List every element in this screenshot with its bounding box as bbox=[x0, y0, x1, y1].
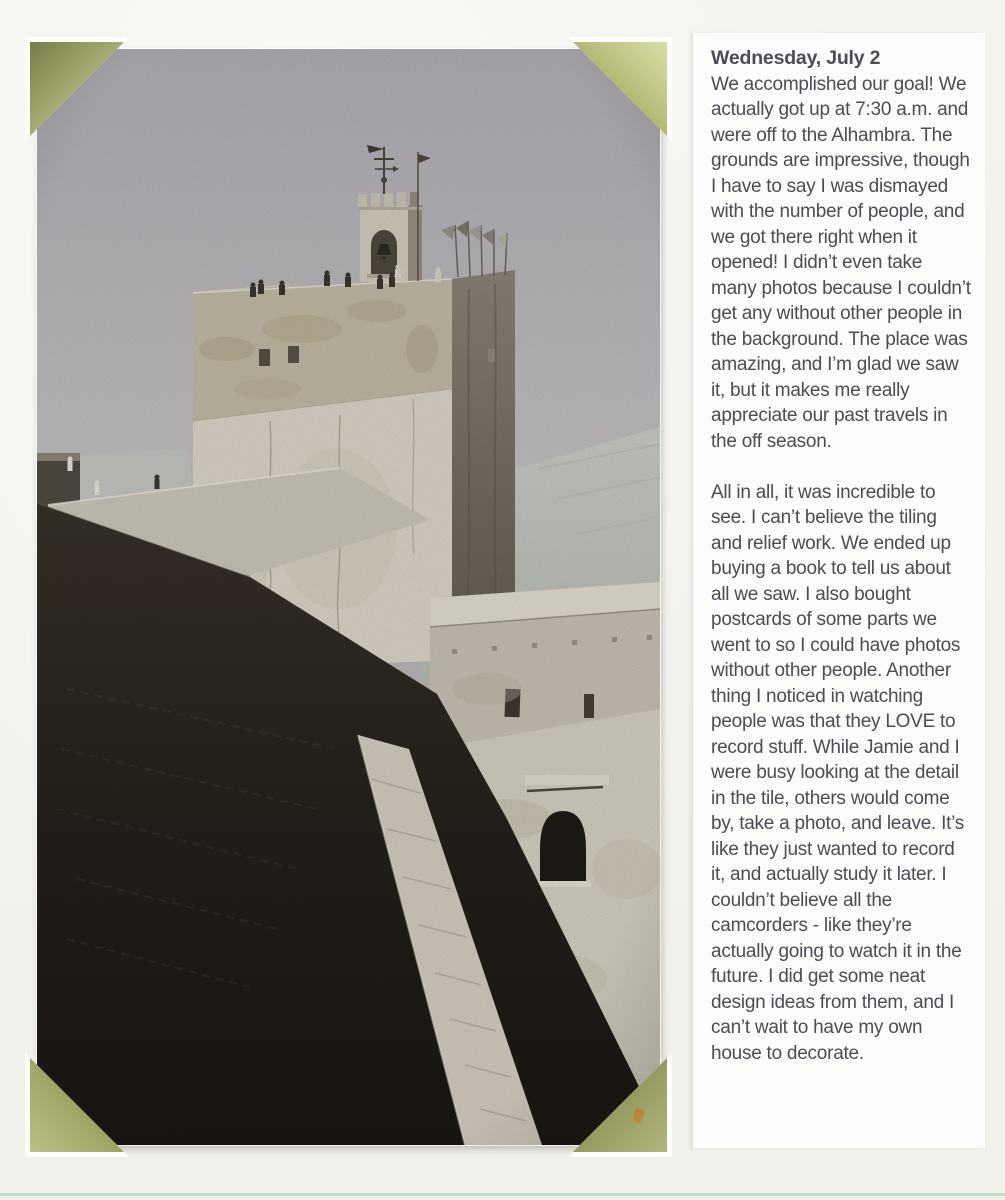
corner-face bbox=[573, 42, 667, 136]
photo-corner-bottom-right bbox=[573, 1058, 667, 1152]
photo-print bbox=[37, 49, 660, 1145]
corner-face bbox=[30, 42, 124, 136]
page-edge-line bbox=[0, 1193, 1005, 1196]
journal-entry bbox=[692, 33, 985, 1148]
corner-face bbox=[30, 1058, 124, 1152]
corner-face bbox=[573, 1058, 667, 1152]
alhambra-photo bbox=[37, 49, 660, 1145]
journal-paragraph: All in all, it was incredible to see. I can’t believe the tiling and relief work. We ended up buying a book to tell us about all we saw. I also bought postcards of some parts we went to so I could have photos without other people. Another thing I noticed in watching people was that they LOVE to record stuff. While Jamie and I were busy looking at the detail in the tile, others would come by, take a photo, and leave. It’s like they just wanted to record it, and actually study it later. I couldn’t believe all the camcorders - like they’re actually going to watch it in the future. I did get some neat design ideas from them, and I can’t wait to have my own house to decorate. bbox=[711, 481, 964, 1064]
journal-paragraph: We accomplished our goal! We actually got up at 7:30 a.m. and were off to the Alhambra. The grounds are impressive, though I have to say I was dismayed with the number of people, and we got there right when it opened! I didn’t even take many photos because I couldn’t get any without other people in the background. The place was amazing, and I’m glad we saw it, but it makes me really appreciate our past travels in the off season. bbox=[711, 73, 971, 452]
mounted-photo bbox=[37, 49, 660, 1145]
photo-corner-top-right bbox=[573, 42, 667, 136]
journal-date-title: Wednesday, July 2 bbox=[711, 47, 881, 69]
photo-corner-top-left bbox=[30, 42, 124, 136]
photo-corner-bottom-left bbox=[30, 1058, 124, 1152]
corner-speck bbox=[632, 1108, 645, 1123]
film-grain bbox=[37, 49, 660, 1145]
